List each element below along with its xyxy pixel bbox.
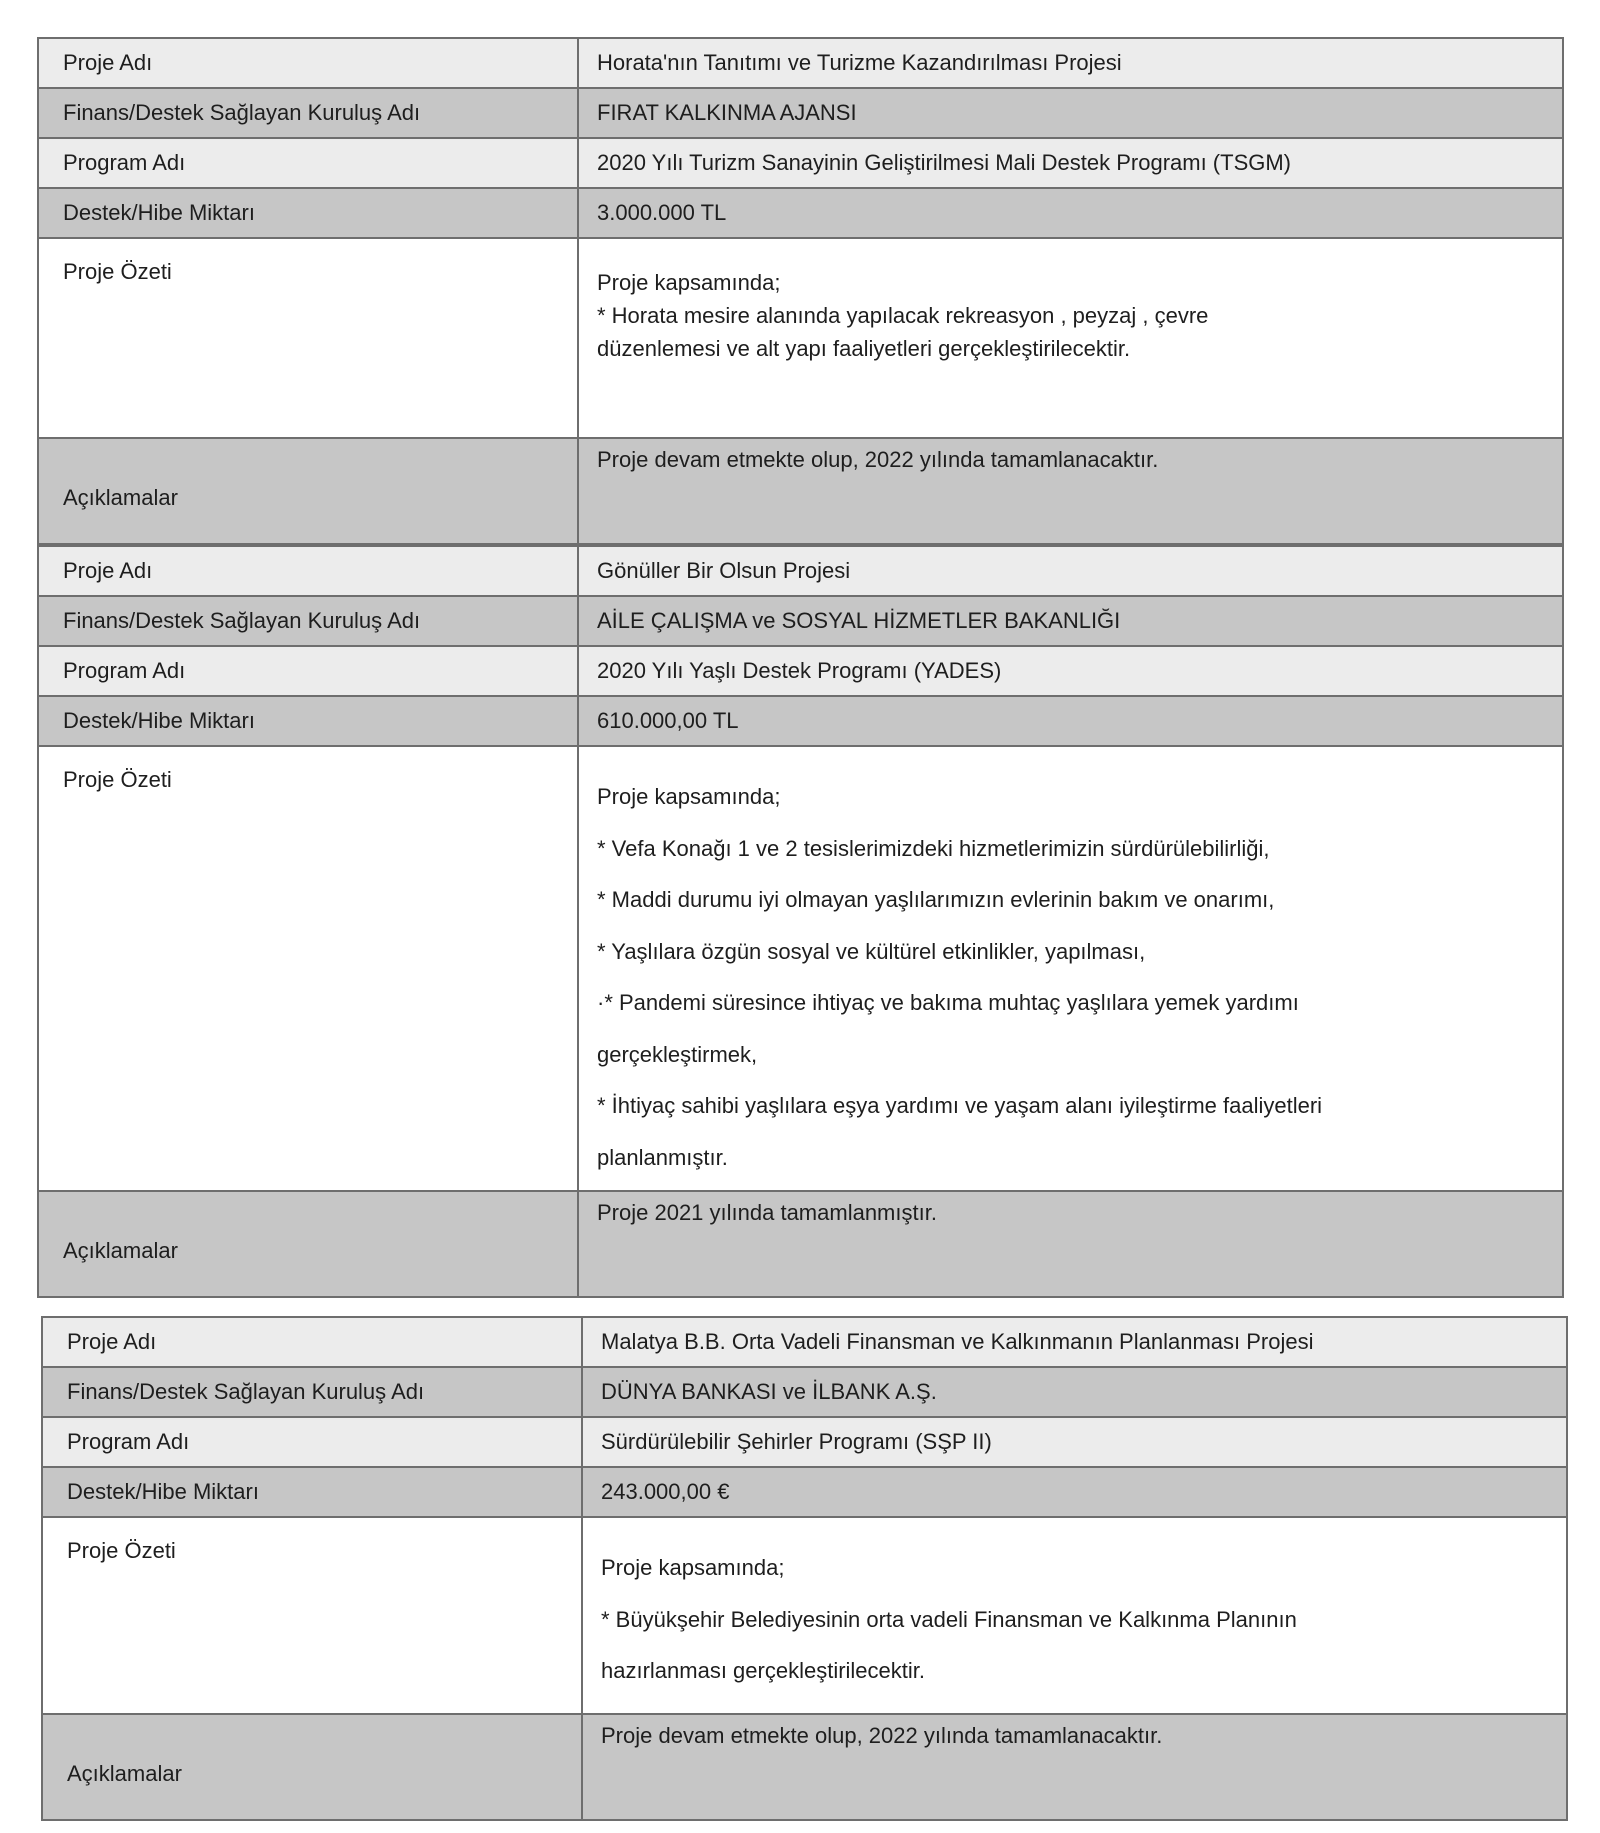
summary-line: ·* Pandemi süresince ihtiyaç ve bakıma muhtaç yaşlılara yemek yardımı xyxy=(597,990,1299,1015)
summary-line: Proje kapsamında; xyxy=(601,1555,785,1580)
summary-line: * Horata mesire alanında yapılacak rekreasyon , peyzaj , çevre xyxy=(597,303,1209,328)
value-notes: Proje devam etmekte olup, 2022 yılında tamamlanacaktır. xyxy=(578,438,1563,544)
label-summary: Proje Özeti xyxy=(38,746,578,1191)
row-funder xyxy=(38,88,1563,138)
row-summary xyxy=(42,1517,1567,1714)
summary-line: Proje kapsamında; xyxy=(597,784,781,809)
value-summary xyxy=(578,746,1563,1191)
value-program: Sürdürülebilir Şehirler Programı (SŞP II) xyxy=(582,1417,1567,1467)
row-program xyxy=(42,1417,1567,1467)
summary-line: gerçekleştirmek, xyxy=(597,1041,758,1067)
value-program: 2020 Yılı Turizm Sanayinin Geliştirilmesi Mali Destek Programı (TSGM) xyxy=(578,138,1563,188)
value-summary xyxy=(582,1517,1567,1714)
label-project-name: Proje Adı xyxy=(42,1317,582,1367)
project-table-2 xyxy=(37,545,1564,1298)
row-amount xyxy=(38,188,1563,238)
summary-line: Proje kapsamında; xyxy=(597,270,781,295)
row-amount xyxy=(38,696,1563,746)
label-funder: Finans/Destek Sağlayan Kuruluş Adı xyxy=(42,1367,582,1417)
summary-line: * Maddi durumu iyi olmayan yaşlılarımızın evlerinin bakım ve onarımı, xyxy=(597,887,1275,912)
value-project-name: Horata'nın Tanıtımı ve Turizme Kazandırılması Projesi xyxy=(578,38,1563,88)
row-project-name xyxy=(42,1317,1567,1367)
row-notes xyxy=(42,1714,1567,1820)
label-funder: Finans/Destek Sağlayan Kuruluş Adı xyxy=(38,596,578,646)
label-funder: Finans/Destek Sağlayan Kuruluş Adı xyxy=(38,88,578,138)
row-funder xyxy=(42,1367,1567,1417)
summary-line: * İhtiyaç sahibi yaşlılara eşya yardımı ve yaşam alanı iyileştirme faaliyetleri xyxy=(597,1093,1323,1118)
project-table-1 xyxy=(37,37,1564,545)
value-project-name: Malatya B.B. Orta Vadeli Finansman ve Kalkınmanın Planlanması Projesi xyxy=(582,1317,1567,1367)
summary-line: hazırlanması gerçekleştirilecektir. xyxy=(601,1658,926,1683)
label-notes: Açıklamalar xyxy=(42,1714,582,1820)
label-project-name: Proje Adı xyxy=(38,38,578,88)
value-summary xyxy=(578,238,1563,438)
row-notes xyxy=(38,438,1563,544)
row-project-name xyxy=(38,546,1563,596)
label-program: Program Adı xyxy=(42,1417,582,1467)
value-amount: 3.000.000 TL xyxy=(578,188,1563,238)
label-summary: Proje Özeti xyxy=(38,238,578,438)
label-amount: Destek/Hibe Miktarı xyxy=(42,1467,582,1517)
row-program xyxy=(38,138,1563,188)
value-funder: AİLE ÇALIŞMA ve SOSYAL HİZMETLER BAKANLIĞI xyxy=(578,596,1563,646)
label-amount: Destek/Hibe Miktarı xyxy=(38,696,578,746)
row-project-name xyxy=(38,38,1563,88)
value-funder: FIRAT KALKINMA AJANSI xyxy=(578,88,1563,138)
label-notes: Açıklamalar xyxy=(38,1191,578,1297)
row-summary xyxy=(38,746,1563,1191)
row-funder xyxy=(38,596,1563,646)
label-notes: Açıklamalar xyxy=(38,438,578,544)
value-funder: DÜNYA BANKASI ve İLBANK A.Ş. xyxy=(582,1367,1567,1417)
summary-line: düzenlemesi ve alt yapı faaliyetleri gerçekleştirilecektir. xyxy=(597,336,1131,361)
summary-line: * Yaşlılara özgün sosyal ve kültürel etkinlikler, yapılması, xyxy=(597,938,1146,964)
summary-line: * Büyükşehir Belediyesinin orta vadeli Finansman ve Kalkınma Planının xyxy=(601,1606,1297,1632)
label-program: Program Adı xyxy=(38,646,578,696)
label-program: Program Adı xyxy=(38,138,578,188)
value-program: 2020 Yılı Yaşlı Destek Programı (YADES) xyxy=(578,646,1563,696)
project-table-3 xyxy=(41,1316,1568,1821)
row-program xyxy=(38,646,1563,696)
row-amount xyxy=(42,1467,1567,1517)
value-project-name: Gönüller Bir Olsun Projesi xyxy=(578,546,1563,596)
summary-line: * Vefa Konağı 1 ve 2 tesislerimizdeki hizmetlerimizin sürdürülebilirliği, xyxy=(597,835,1270,861)
label-summary: Proje Özeti xyxy=(42,1517,582,1714)
label-amount: Destek/Hibe Miktarı xyxy=(38,188,578,238)
value-notes: Proje devam etmekte olup, 2022 yılında tamamlanacaktır. xyxy=(582,1714,1567,1820)
label-project-name: Proje Adı xyxy=(38,546,578,596)
row-notes xyxy=(38,1191,1563,1297)
value-notes: Proje 2021 yılında tamamlanmıştır. xyxy=(578,1191,1563,1297)
summary-line: planlanmıştır. xyxy=(597,1144,728,1170)
value-amount: 610.000,00 TL xyxy=(578,696,1563,746)
value-amount: 243.000,00 € xyxy=(582,1467,1567,1517)
row-summary xyxy=(38,238,1563,438)
